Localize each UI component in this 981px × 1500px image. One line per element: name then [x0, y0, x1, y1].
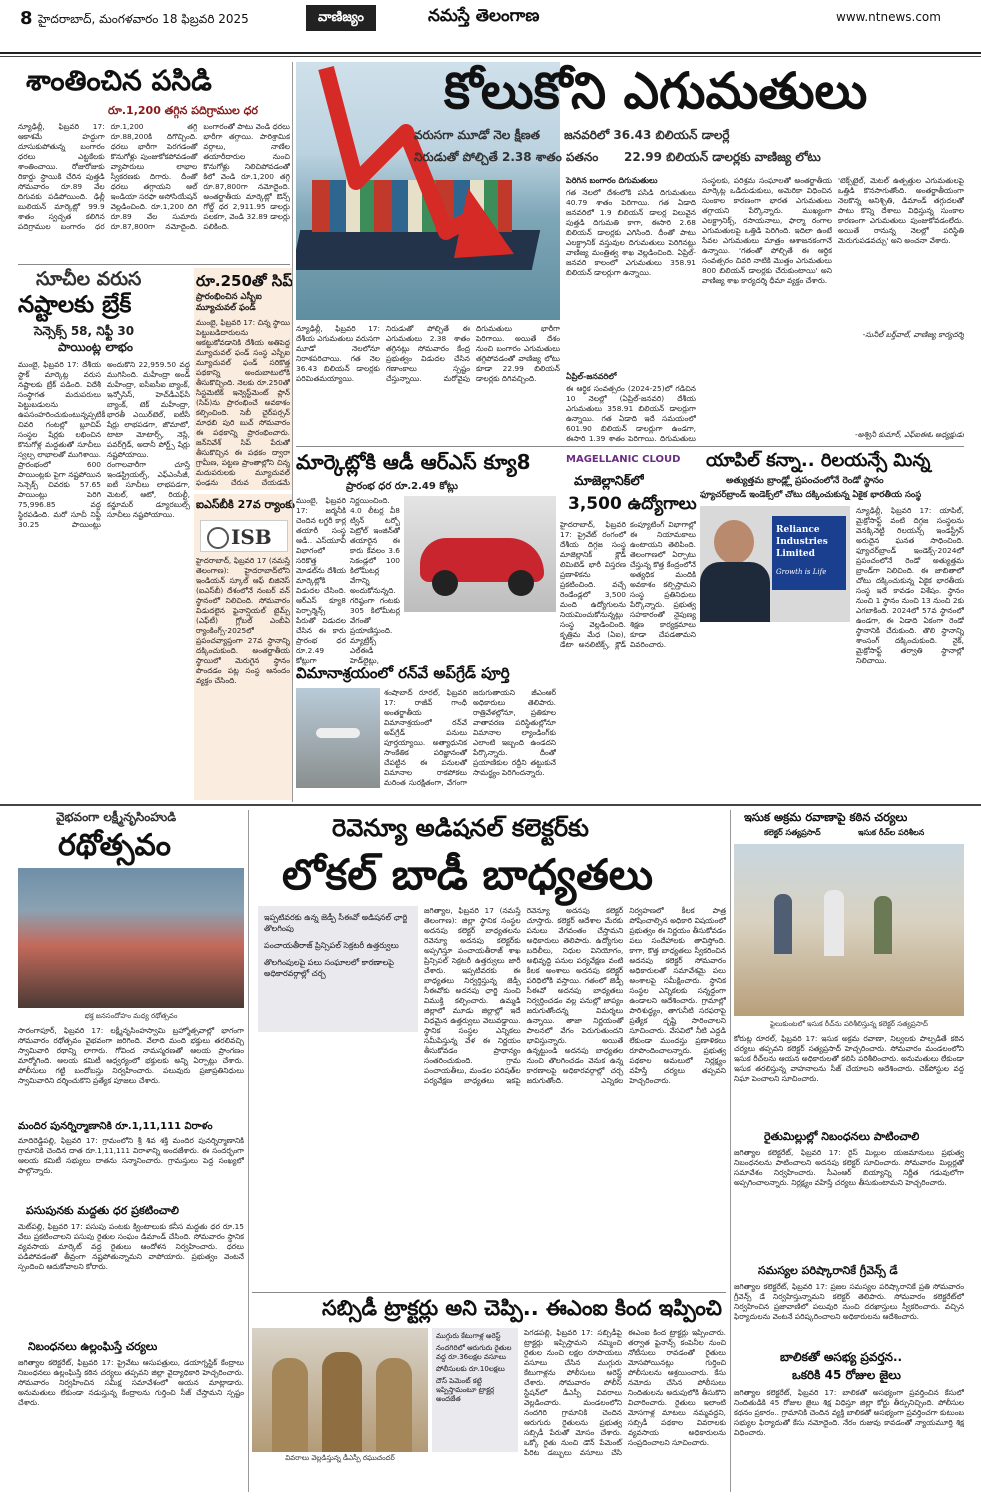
runway-story	[296, 664, 556, 800]
narasimha-body: సారంగాపూర్, ఫిబ్రవరి 17: లక్ష్మీనృసింహస్వామి బ్రహ్మోత్సవాల్లో భాగంగా సోమవారం రథోత్సవం వైభవంగా జరిగింది. వేలాది మంది భక్తులు తరలివచ్చి స్వామివారి రథాన్ని లాగారు. గోవింద నామస్మరణతో ఆలయ ప్రాంగణం మార్మోగింది. ఆలయ కమిటీ ఆధ్వర్యంలో భక్తులకు అన్ని ఏర్పాట్లు చేశారు. పోలీసులు గట్టి బందోబస్తు నిర్వహించారు. పలువురు ప్రజాప్రతినిధులు స్వామివారిని దర్శించుకొని ప్రత్యేక పూజలు చేశారు.	[18, 1026, 244, 1085]
temple-donation-headline: మందిర పునర్నిర్మాణానికి రూ.1,11,111 విరాళం	[18, 1121, 213, 1132]
sip-subtitle: ప్రారంభించిన ఎస్బీఐ మ్యూచువల్ ఫండ్	[196, 292, 262, 313]
isb-logo-text: ISB	[231, 525, 272, 549]
isb-title: ఐఎస్‌బీకి 27వ ర్యాంకు	[196, 498, 295, 511]
sensex-title-2: నష్టాలకు బ్రేక్	[18, 292, 132, 318]
exports-body-f: 'టెక్స్‌టైల్, మెటల్ ఉత్పత్తుల ఎగుమతులపై ఒత్తిడి కొనసాగుతోంది. అంతర్జాతీయంగా నెలకొన్న అనిశ్చితి, డిమాండ్ తగ్గుదలతో పాటు కొన్ని దేశాలు విధిస్తున్న సుంకాల కారణంగా ఎగుమతులు పుంజుకోవడంలేదు. అయితే రానున్న నెలల్లో పరిస్థితి మెరుగుపడవచ్చు' అని అంచనా వేశారు.	[838, 176, 964, 245]
website-link[interactable]: www.ntnews.com	[836, 10, 941, 24]
violations-body: జగిత్యాల కలెక్టరేట్, ఫిబ్రవరి 17: ప్రైవేటు ఆసుపత్రులు, డయాగ్నస్టిక్ కేంద్రాలు నిబంధనలు ఉల్లంఘిస్తే కఠిన చర్యలు తప్పవని జిల్లా వైద్యాధికారి హెచ్చరించారు. సోమవారం నిర్వహించిన సమీక్ష సమావేశంలో ఆయన మాట్లాడారు. అనుమతులు లేకుండా నడుస్తున్న కేంద్రాలను గుర్తించి సీజ్ చేస్తామని స్పష్టం చేశారు.	[18, 1358, 244, 1407]
exports-head-c: పెరిగిన బంగారం దిగుమతులు	[566, 176, 658, 185]
person	[774, 894, 792, 954]
exports-body-a: న్యూఢిల్లీ, ఫిబ్రవరి 17: దేశీయ ఎగుమతులు వరుసగా మూడో నెలలోనూ నిరాశపరిచాయి. గత నెల 36.43 బిలియన్ డాలర్లకు పరిమితమయ్యాయి. నిరుడుతో పోల్చితే ఈ ఎగుమతులు 2.38 శాతం తగ్గినట్లు సోమవారం కేంద్ర ప్రభుత్వం విడుదల చేసిన గణాంకాలు స్పష్టం చేస్తున్నాయి. మరోవైపు దిగుమతులు భారీగా పెరిగాయి. అయితే దేశం నుంచి బంగారం ఎగుమతులు తగ్గిపోవడంతో వాణిజ్య లోటు కూడా 22.99 బిలియన్ డాలర్లకు దిగివచ్చింది.	[296, 324, 560, 383]
narasimha-title: రథోత్సవం	[58, 828, 172, 863]
sand-story	[734, 810, 964, 1492]
car-wheel	[508, 570, 534, 596]
tractor-body: పెగడపల్లి, ఫిబ్రవరి 17: సబ్సిడీపై ట్రాక్టర్లు ఇప్పిస్తామని నమ్మించి రైతుల నుంచి లక్షల రూపాయలు వసూలు చేసిన ముగ్గురు కేటుగాళ్లను పోలీసులు అరెస్ట్ చేశారు. సోమవారం పోలీస్ స్టేషన్‌లో డీఎస్పీ వివరాలు వెల్లడించారు. మండలంలోని నందగిరి గ్రామానికి చెందిన ఆరుగురు రైతులను ప్రభుత్వ సబ్సిడీ పేరుతో మోసం చేశారు. ఒక్కో రైతు నుంచి డౌన్ పేమెంట్ పేరిట డబ్బులు వసూలు చేసి ఈఎంఐ కింద ట్రాక్టర్లు ఇప్పించారు. తర్వాత ఫైనాన్స్ కంపెనీల నుంచి నోటీసులు రావడంతో రైతులు మోసపోయినట్లు గుర్తించి పోలీసులను ఆశ్రయించారు. కేసు నమోదు చేసిన పోలీసులు నిందితులను అదుపులోకి తీసుకొని విచారించారు. రైతులు ఇలాంటి మోసగాళ్ల మాటలు నమ్మవద్దని, సబ్సిడీ పథకాల వివరాలకు వ్యవసాయ అధికారులను సంప్రదించాలని సూచించారు.	[524, 1328, 726, 1457]
person	[272, 1358, 308, 1452]
header-rule	[0, 56, 981, 57]
masthead: నమస్తే తెలంగాణ	[428, 6, 540, 26]
narasimha-kicker: వైభవంగా లక్ష్మీనృసింహుడి	[56, 810, 177, 824]
tractor-story	[252, 1296, 726, 1492]
column-rule	[248, 810, 249, 1492]
rice-mills-body: జగిత్యాల కలెక్టరేట్, ఫిబ్రవరి 17: రైస్ మిల్లుల యజమానులు ప్రభుత్వ నిబంధనలను పాటించాలని అదనపు కలెక్టర్ సూచించారు. సోమవారం మిల్లర్లతో సమావేశం నిర్వహించారు. సీఎంఆర్ బియ్యాన్ని నిర్ణీత గడువులోగా అప్పగించాలన్నారు. నిర్లక్ష్యం వహిస్తే చర్యలు తీసుకుంటామని హెచ్చరించారు.	[734, 1148, 964, 1187]
gold-title: శాంతించిన పసిడి	[26, 64, 212, 97]
sensex-body: ముంబై, ఫిబ్రవరి 17: దేశీయ స్టాక్ మార్కెట్ల వరుస నష్టాలకు బ్రేక్ పడింది. విదేశీ సంస్థాగత మదుపరులు పెట్టుబడులను ఉపసంహరించుకుంటున్నప్పటికీ చివరి గంటల్లో బ్లూచిప్ సంస్థల షేర్లకు లభించిన కొనుగోళ్ల మద్దతుతో సూచీలు స్వల్ప లాభాలతో ముగిశాయి. ప్రారంభంలో 600 పాయింట్లకు పైగా నష్టపోయిన సెన్సెక్స్ చివరకు 57.65 పాయింట్లు పెరిగి 75,996.85 వద్ద స్థిరపడింది. మరో సూచీ నిఫ్టీ 30.25 పాయింట్లు అందుకొని 22,959.50 వద్ద ముగిసింది. మహీంద్రా అండ్ మహీంద్రా, ఐసీఐసీఐ బ్యాంక్, ఇన్ఫోసిస్, హెచ్‌డీఎఫ్‌సీ బ్యాంక్, టెక్ మహీంద్రా, భారతీ ఎయిర్‌టెల్, ఐటీసీ షేర్లు లాభపడగా, జొమాటో, టాటా మోటార్స్, నెస్లే, పవర్‌గ్రిడ్, అదానీ పోర్ట్స్ షేర్లు నష్టపోయాయి. రంగాలవారీగా చూస్తే ఇండస్ట్రియల్స్, ఎఫ్‌ఎంసీజీ, ఐటీ సూచీలు లాభపడగా, మెటల్, ఆటో, రియల్టీ, కన్జూమర్ డ్యూరబుల్స్ సూచీలు నష్టపోయాయి.	[18, 360, 190, 529]
audi-car-photo	[404, 496, 556, 612]
column-rule	[730, 810, 731, 1492]
sand-body: కోరుట్ల రూరల్, ఫిబ్రవరి 17: ఇసుక అక్రమ రవాణా, నిల్వలకు పాల్పడితే కఠిన చర్యలు తప్పవని కలెక్టర్ సత్యప్రసాద్ హెచ్చరించారు. సోమవారం మండలంలోని ఇసుక రీచ్‌లను ఆయన అధికారులతో కలిసి పరిశీలించారు. అనుమతులు లేకుండా ఇసుక తరలిస్తున్న వాహనాలను సీజ్ చేయాలని ఆదేశించారు. చెక్‌పోస్టుల వద్ద నిఘా పెంచాలని సూచించారు.	[734, 1034, 964, 1083]
temple-donation-body: మాదిరెడ్డిపల్లి, ఫిబ్రవరి 17: గ్రామంలోని శ్రీ శివ శక్తి మందిర పునర్నిర్మాణానికి గ్రామానికి చెందిన దాత రూ.1,11,111 విరాళాన్ని అందజేశారు. ఈ సందర్భంగా ఆలయ కమిటీ సభ్యులు దాతను సన్మానించారు. గ్రామస్తులు పెద్ద సంఖ్యలో పాల్గొన్నారు.	[18, 1136, 244, 1175]
revenue-bullet: పంచాయతీరాజ్ ప్రిన్సిపల్ సెక్రటరీ ఉత్తర్వులు	[264, 941, 399, 950]
revenue-title-1: రెవెన్యూ అడిషనల్ కలెక్టర్‌కు	[332, 814, 589, 842]
grievance-body: జగిత్యాల కలెక్టరేట్, ఫిబ్రవరి 17: ప్రజల సమస్యల పరిష్కారానికే ప్రతి సోమవారం గ్రీవెన్స్ డే నిర్వహిస్తున్నామని కలెక్టర్ తెలిపారు. సోమవారం కలెక్టరేట్‌లో నిర్వహించిన ప్రజావాణిలో పలువురి నుంచి దరఖాస్తులు స్వీకరించారు. వచ్చిన ఫిర్యాదులను వెంటనే పరిష్కరించాలని అధికారులను ఆదేశించారు.	[734, 1282, 964, 1321]
person	[824, 890, 844, 956]
revenue-body-left	[258, 1038, 418, 1286]
court-headline-1: బాలికతో అసభ్య ప్రవర్తన..	[780, 1350, 903, 1364]
section-label: వాణిజ్యం	[306, 5, 376, 31]
revenue-title-2: లోకల్ బాడీ బాధ్యతలు	[282, 850, 654, 899]
grievance-headline: సమస్యల పరిష్కారానికే గ్రీవెన్స్ డే	[758, 1264, 898, 1277]
isb-logo	[200, 520, 288, 552]
tractor-bullet: పోలీసులకు రూ.10లక్షలు	[436, 1365, 505, 1373]
tractor-bullets-box	[432, 1328, 518, 1452]
exports-sub-2b: 22.99 బిలియన్ డాలర్లకు వాణిజ్య లోటు	[624, 150, 821, 164]
revenue-body: జగిత్యాల, ఫిబ్రవరి 17 (నమస్తే తెలంగాణ): జిల్లా స్థానిక సంస్థల అదనపు కలెక్టర్ బాధ్యతలను రెవెన్యూ అదనపు కలెక్టర్‌కు అప్పగిస్తూ పంచాయతీరాజ్ శాఖ ప్రిన్సిపల్ సెక్రటరీ ఉత్తర్వులు జారీ చేశారు. ఇప్పటివరకు ఈ బాధ్యతలు నిర్వర్తిస్తున్న జెడ్పీ సీఈవోకు అదనపు ఛార్జి నుంచి విముక్తి కల్పించారు. ఉమ్మడి జిల్లాలో మూడు జిల్లాల్లో ఇదే విధమైన ఉత్తర్వులు వెలువడ్డాయి. స్థానిక సంస్థల ఎన్నికలు సమీపిస్తున్న వేళ ఈ నిర్ణయం తీసుకోవడం ప్రాధాన్యం సంతరించుకుంది. గ్రామ పంచాయతీలు, మండల పరిషత్‌ల పర్యవేక్షణ బాధ్యతలు ఇకపై రెవెన్యూ అదనపు కలెక్టర్ చూస్తారు. కలెక్టర్ ఆదేశాల మేరకు పనులు వేగవంతం చేస్తామని అధికారులు తెలిపారు. ఉద్యోగుల బదిలీలు, నిధుల వినియోగం, అభివృద్ధి పనుల పర్యవేక్షణ వంటి కీలక అంశాలు అదనపు కలెక్టర్ పరిధిలోకి వస్తాయి. గతంలో జెడ్పీ సీఈవో అదనపు బాధ్యతలు నిర్వర్తించడం వల్ల పనుల్లో జాప్యం జరుగుతోందన్న విమర్శలు ఉన్నాయి. తాజా నిర్ణయంతో పాలనలో వేగం పెరుగుతుందని భావిస్తున్నారు. అయితే ఉన్నట్టుండి అదనపు బాధ్యతల నుంచి తొలగించడం వెనుక ఉన్న కారణాలపై అధికారవర్గాల్లో చర్చ జరుగుతోంది. ఎన్నికల నిర్వహణలో కీలక పాత్ర పోషించాల్సిన అధికారి విషయంలో ప్రభుత్వం ఈ నిర్ణయం తీసుకోవడం పలు సందేహాలకు తావిస్తోంది. కాగా, కొత్త బాధ్యతలు స్వీకరించిన అదనపు కలెక్టర్ సోమవారం అధికారులతో సమావేశమై పలు అంశాలపై సమీక్షించారు. స్థానిక సంస్థల ఎన్నికలకు సన్నద్ధంగా ఉండాలని ఆదేశించారు. గ్రామాల్లో పారిశుద్ధ్యం, తాగునీటి సరఫరాపై ప్రత్యేక దృష్టి సారించాలని సూచించారు. వేసవిలో నీటి ఎద్దడి లేకుండా ముందస్తు ప్రణాళికలు రూపొందించాలన్నారు. ప్రభుత్వ పథకాల అమలులో నిర్లక్ష్యం వహిస్తే చర్యలు తప్పవని హెచ్చరించారు.	[424, 906, 726, 1085]
tractor-bullet: దౌస్ పెమెంట్ కట్టి ఇప్పిస్తామంటూ ట్రాక్టర్ల అందజేత	[436, 1377, 495, 1403]
revenue-story	[252, 810, 726, 1290]
court-body: జగిత్యాల కలెక్టరేట్, ఫిబ్రవరి 17: బాలికతో అసభ్యంగా ప్రవర్తించిన కేసులో నిందితుడికి 45 రోజుల జైలు శిక్ష విధిస్తూ జిల్లా కోర్టు తీర్పునిచ్చింది. పోలీసుల కథనం ప్రకారం.. గ్రామానికి చెందిన వ్యక్తి బాలికతో అసభ్యంగా ప్రవర్తించగా కుటుంబ సభ్యుల ఫిర్యాదుతో కేసు నమోదైంది. నేరం రుజువు కావడంతో న్యాయమూర్తి శిక్ష విధించారు.	[734, 1388, 964, 1437]
exports-head-d: ఏప్రిల్-జనవరిలో	[566, 372, 617, 381]
tractor-bullet: ముగ్గురు కేటుగాళ్ల అరెస్ట్	[436, 1332, 501, 1340]
narasimha-story	[18, 810, 244, 1492]
gold-story	[18, 62, 290, 262]
reliance-subtitle: అత్యుత్తమ బ్రాండ్ల్లో ప్రపంచంలోనే రెండో స్థానం	[726, 476, 884, 486]
violations-headline: నిబంధనలు ఉల్లంఘిస్తే చర్యలు	[28, 1340, 158, 1353]
tractor-bullet: నందగిరిలో ఆరుగురు రైతుల వద్ద రూ.36లక్షల వసూలు	[436, 1344, 512, 1361]
runway-body: శంషాబాద్ రూరల్, ఫిబ్రవరి 17: రాజీవ్ గాంధీ అంతర్జాతీయ విమానాశ్రయంలో రన్‌వే అప్‌గ్రేడ్ పనులు పూర్తయ్యాయి. అత్యాధునిక సాంకేతిక పరిజ్ఞానంతో చేపట్టిన ఈ పనులతో విమానాల రాకపోకలు మరింత సురక్షితంగా, వేగంగా జరుగుతాయని జీఎంఆర్ అధికారులు తెలిపారు. రాత్రివేళల్లోనూ, ప్రతికూల వాతావరణ పరిస్థితుల్లోనూ విమానాల ల్యాండింగ్‌కు ఎలాంటి ఇబ్బంది ఉండదని పేర్కొన్నారు. దీంతో ప్రయాణికుల రద్దీని తట్టుకునే సామర్థ్యం పెరిగిందన్నారు.	[384, 688, 556, 787]
magellanic-subtitle: 3,500 ఉద్యోగాలు	[568, 494, 697, 514]
sensex-story	[18, 268, 190, 800]
runway-photo	[296, 688, 380, 788]
chariot-photo-caption: భక్త జనసందోహం మధ్య రథోత్సవం	[84, 1012, 178, 1020]
divider	[18, 264, 290, 265]
gold-subtitle: రూ.1,200 తగ్గిన పదిగ్రాముల ధర	[108, 104, 258, 117]
exports-sub-2a: నిరుడుతో పోల్చితే 2.38 శాతం పతనం	[414, 150, 599, 164]
reliance-story	[700, 450, 964, 800]
tractor-title: సబ్సిడీ ట్రాక్టర్లు అని చెప్పి.. ఈఎంఐ కింద ఇప్పించి	[322, 1296, 723, 1320]
rice-mills-headline: రైతుమిల్లుల్లో నిబంధనలు పాటించాలి	[764, 1130, 920, 1143]
magellanic-body: హైదరాబాద్, ఫిబ్రవరి 17: ప్రైవేట్ రంగంలో దేశీయ దిగ్గజ సంస్థ మాజెల్లానిక్ క్లౌడ్ లిమిటెడ్ భారీ విస్తరణ ప్రణాళికను ప్రకటించింది. వచ్చే రెండేండ్లలో 3,500 మంది ఉద్యోగులను నియమించుకోనున్నట్లు సంస్థ వెల్లడించింది. కృత్రిమ మేధ (ఏఐ), డేటా అనలిటిక్స్, క్లౌడ్ కంప్యూటింగ్ విభాగాల్లో ఈ నియామకాలు ఉంటాయని తెలిపింది. తెలంగాణలో ఏర్పాటు చేస్తున్న కొత్త కేంద్రంలోనే అత్యధిక మందికి అవకాశం కల్పిస్తామని సంస్థ ప్రతినిధులు పేర్కొన్నారు. ప్రభుత్వ సహకారంతో నైపుణ్య శిక్షణ కార్యక్రమాలు కూడా చేపడతామని వివరించారు.	[560, 520, 696, 649]
page-header	[0, 0, 981, 54]
dateline: హైదరాబాద్, మంగళవారం 18 ఫిబ్రవరి 2025	[38, 12, 249, 26]
audi-story	[296, 450, 556, 665]
exports-body-d: ఈ ఆర్థిక సంవత్సరం (2024-25)లో గడిచిన 10 నెలల్లో (ఏప్రిల్-జనవరి) దేశీయ ఎగుమతులు 358.91 బిలియన్ డాలర్లుగా ఉన్నాయి. గత ఏడాది ఇదే సమయంలో 601.90 బిలియన్ డాలర్లుగా ఉండగా, ఈసారి 1.39 శాతం పెరిగాయి. దిగుమతులు	[566, 384, 696, 442]
audi-title: మార్కెట్లోకి ఆడీ ఆర్ఎస్ క్యూ8	[296, 450, 531, 474]
divider	[296, 446, 964, 447]
exports-sub-1a: వరుసగా మూడో నెల క్షీణత	[414, 128, 540, 142]
audi-subtitle: ప్రారంభ ధర రూ.2.49 కోట్లు	[346, 481, 458, 492]
isb-story	[194, 494, 295, 800]
sensex-title-1: సూచీల వరుస	[36, 268, 142, 290]
person-head	[714, 520, 754, 564]
reliance-subtitle-2: ఫ్యూచర్‌బ్రాండ్ ఇండెక్స్‌లో చోటు దక్కించుకున్న ఏకైక భారతీయ సంస్థ	[700, 490, 922, 500]
exports-story	[414, 62, 964, 174]
magellanic-logo: MAGELLANIC CLOUD	[566, 454, 681, 465]
exports-body-e: సంస్థలకు, పరిశ్రమ సంఘాలతో అంతర్జాతీయ మార్కెట్ల ఒడిదుడుకులు, అమెరికా విధించిన సుంకాల కారణంగా భారత ఎగుమతులు తగ్గాయని పేర్కొన్నారు. ముఖ్యంగా ఎలక్ట్రానిక్స్, రసాయనాలు, ఫార్మా రంగాల ఎగుమతులపై ఒత్తిడి పెరిగింది. ఇదిలా ఉంటే సేవల ఎగుమతులు మాత్రం ఆశాజనకంగానే ఉన్నాయి. 'గతంతో పోల్చితే ఈ ఆర్థిక సంవత్సరం చివరి నాటికి మొత్తం ఎగుమతులు 800 బిలియన్ డాలర్లకు చేరుకుంటాయి' అని వాణిజ్య శాఖ కార్యదర్శి ధీమా వ్యక్తం చేశారు.	[702, 176, 832, 285]
reliance-body: న్యూఢిల్లీ, ఫిబ్రవరి 17: యాపిల్, మైక్రోసాఫ్ట్ వంటి దిగ్గజ సంస్థలను వెనక్కినెట్టి రిలయన్స్ ఇండస్ట్రీస్ అరుదైన ఘనత సాధించింది. ఫ్యూచర్‌బ్రాండ్ ఇండెక్స్-2024లో ప్రపంచంలోనే రెండో అత్యుత్తమ బ్రాండ్‌గా నిలిచింది. ఈ జాబితాలో చోటు దక్కించుకున్న ఏకైక భారతీయ సంస్థ ఇదే కావడం విశేషం. స్థానం నుంచి 1 స్థానం నుంచి 13 నుంచి 2కు ఎగబాకింది. 2024లో 57వ స్థానంలో ఉండగా, ఈ ఏడాది ఏకంగా రెండో స్థానానికి చేరుకుంది. తొలి స్థానాన్ని శాంసంగ్ దక్కించుకుంది. నైక్, మైక్రోసాఫ్ట్ తర్వాతి స్థానాల్లో నిలిచాయి.	[856, 506, 964, 665]
plane-shape	[316, 728, 360, 738]
exports-quote-1: -సునీల్ బర్త్‌వాల్, వాణిజ్య కార్యదర్శి	[862, 330, 964, 339]
chariot-photo	[18, 868, 244, 1008]
reliance-logo	[772, 516, 846, 590]
reliance-title: యాపిల్ కన్నా.. రిలయన్సే మిన్న	[706, 450, 931, 471]
sand-photo-caption: ఫైలుకుంటలో ఇసుక రీచ్‌ను పరిశీలిస్తున్న కలెక్టర్ సత్యప్రసాద్	[770, 1020, 928, 1028]
person	[376, 1358, 412, 1452]
revenue-bullets-box	[258, 906, 418, 1032]
sensex-subtitle-1: సెన్సెక్స్ 58, నిఫ్టీ 30	[34, 324, 135, 338]
sand-sub-1: కలెక్టర్ సత్యప్రసాద్	[764, 828, 821, 837]
exports-quote-2: -అశ్వినీ కుమార్, ఎఫ్ఐఈఓ అధ్యక్షుడు	[855, 430, 964, 439]
reliance-logo-text: Reliance Industries Limited	[776, 525, 828, 559]
person	[874, 896, 892, 954]
sand-sub-2: ఇసుక రీచ్‌ల పరిశీలన	[858, 828, 925, 837]
runway-title: విమానాశ్రయంలో రన్‌వే అప్‌గ్రేడ్ పూర్తి	[296, 664, 510, 682]
revenue-bullet: ఇప్పటివరకు ఉన్న జెడ్పీ సీఈవో అడిషనల్ ఛార్జి తొలగింపు	[264, 913, 408, 933]
gold-body: న్యూఢిల్లీ, ఫిబ్రవరి 17: ఆకాశమే హద్దుగా దూసుకుపోతున్న బంగారం ధరలు ఎట్టకేలకు శాంతించాయి. రోజురోజుకు రికార్డు స్థాయికి చేరిన పుత్తడి సోమవారం రూ.89 వేల దిగువకు పడిపోయింది. ఢిల్లీ బులియన్ మార్కెట్లో 99.9 శాతం స్వచ్ఛత కలిగిన పదిగ్రాముల బంగారం ధర రూ.1,200 తగ్గి రూ.88,200కి దిగొచ్చింది. ధరలు భారీగా పెరగడంతో కొనుగోళ్లు పుంజుకోకపోవడంతో వ్యాపారులు లాభాల స్వీకరణకు దిగారు. దీంతో ధరలు తగ్గాయని ఆల్ ఇండియా సరఫా అసోసియేషన్ వెల్లడించింది. రూ.1,200 దిగి రూ.89 వేల సుమారు రూ.87,800గా నమోదైంది. బంగారంతో పాటు వెండి ధరలు భారీగా తగ్గాయి. పారిశ్రామిక వర్గాలు, నాణేల తయారీదారుల నుంచి కొనుగోళ్లు నిలిచిపోవడంతో కిలో వెండి రూ.1,200 తగ్గి రూ.87,800గా నమోదైంది. అంతర్జాతీయ మార్కెట్లో ఔన్స్ గోల్డ్ ధర 2,911.95 డాలర్లు పలకగా, వెండి 32.89 డాలర్లు పలికింది.	[18, 122, 290, 231]
magellanic-story	[560, 450, 696, 800]
person	[322, 1352, 362, 1452]
audi-body-cont	[404, 616, 556, 666]
reliance-photo	[700, 506, 850, 622]
police-photo	[252, 1328, 428, 1452]
person-body	[700, 562, 770, 622]
turmeric-body: మెట్‌పల్లి, ఫిబ్రవరి 17: పసుపు పంటకు క్వింటాలుకు కనీస మద్దతు ధర రూ.15 వేలు ప్రకటించాలని పసుపు రైతుల సంఘం డిమాండ్ చేసింది. సోమవారం స్థానిక వ్యవసాయ మార్కెట్ వద్ద రైతులు ఆందోళన నిర్వహించారు. ధరలు పడిపోవడంతో తీవ్రంగా నష్టపోతున్నామని వాపోయారు. ప్రభుత్వం వెంటనే స్పందించి ఆదుకోవాలని కోరారు.	[18, 1222, 244, 1271]
sand-reach-photo	[734, 844, 964, 1016]
page-number: 8	[20, 8, 33, 29]
column-rule	[292, 62, 293, 802]
exports-sub-1b: జనవరిలో 36.43 బిలియన్ డాలర్లే	[564, 128, 730, 142]
magellanic-title: మాజెల్లానిక్‌లో	[574, 474, 644, 489]
exports-title: కోలుకోని ఎగుమతులు	[444, 62, 868, 120]
isb-logo-mark	[207, 527, 229, 549]
sip-title: రూ.250తో సిప్	[196, 272, 293, 290]
police-photo-caption: వివరాలు వెల్లడిస్తున్న డీఎస్పీ రఘుచందర్	[285, 1454, 395, 1462]
turmeric-headline: పసుపునకు మద్దతు ధర ప్రకటించాలి	[26, 1204, 179, 1217]
sand-title: ఇసుక అక్రమ రవాణాపై కఠిన చర్యలు	[744, 810, 908, 824]
reliance-logo-tagline: Growth is Life	[776, 568, 827, 576]
sip-body: ముంబై, ఫిబ్రవరి 17: చిన్న స్థాయి పెట్టుబడిదారులను ఆకట్టుకోవడానికి దేశీయ అతిపెద్ద మ్యూచువల్ ఫండ్ సంస్థ ఎస్బీఐ మ్యూచువల్ ఫండ్ సరికొత్త పథకాన్ని అందుబాటులోకి తీసుకొచ్చింది. నెలకు రూ.250తో సిస్టమెటిక్ ఇన్వెస్ట్‌మెంట్ ప్లాన్ (సిప్)ను ప్రారంభించే అవకాశం కల్పించింది. సెబీ చైర్‌పర్సన్ మాధబి పురి బుచ్ సోమవారం ఈ పథకాన్ని ప్రారంభించారు. జన్‌నివేశ్ సిప్ పేరుతో తీసుకొచ్చిన ఈ పథకం ద్వారా గ్రామీణ, పట్టణ ప్రాంతాల్లోని చిన్న మదుపరులకు మ్యూచువల్ ఫండ్లను చేరువ చేయడమే	[196, 318, 290, 486]
divider	[252, 1292, 726, 1293]
car-wheel	[432, 570, 458, 596]
sensex-subtitle-2: పాయింట్ల లాభం	[58, 340, 133, 354]
sip-story	[194, 268, 292, 490]
divider	[0, 804, 981, 806]
audi-body: ముంబై, ఫిబ్రవరి 17: జర్మనీకి చెందిన లగ్జరీ కార్ల తయారీ సంస్థ ఆడీ.. ఎస్‌యూవీ విభాగంలో సరికొత్త మోడల్‌ను దేశీయ మార్కెట్లోకి విడుదల చేసింది. ఆర్ఎస్ క్యూ8 పెర్ఫార్మెన్స్ పేరుతో విడుదల చేసిన ఈ కారు ప్రారంభ ధర రూ.2.49 కోట్లుగా నిర్ణయించింది. 4.0 లీటర్ల వీ8 ట్విన్ టర్బో పెట్రోల్ ఇంజిన్‌తో తయారైన ఈ కారు కేవలం 3.6 సెకండ్లలో 100 కిలోమీటర్ల వేగాన్ని అందుకోనున్నది. గరిష్ఠంగా గంటకు 305 కిలోమీటర్ల వేగంతో ప్రయాణిస్తుంది. మ్యాట్రిక్స్ ఎల్ఈడీ హెడ్‌లైట్లు,	[296, 496, 400, 665]
court-headline-2: ఒకరికి 45 రోజుల జైలు	[792, 1368, 901, 1382]
revenue-bullet: తొలగింపులపై పలు సంఘాలలో కారణాలపై అధికారవర్గాల్లో చర్చ	[264, 958, 394, 978]
isb-body: హైదరాబాద్, ఫిబ్రవరి 17 (నమస్తే తెలంగాణ): హైదరాబాద్‌లోని ఇండియన్ స్కూల్ ఆఫ్ బిజినెస్ (ఐఎస్‌బీ) దేశంలోనే నంబర్ వన్ స్థానంలో నిలిచింది. సోమవారం విడుదలైన ఫైనాన్షియల్ టైమ్స్ (ఎఫ్‌టీ) గ్లోబల్ ఎంబీఏ ర్యాంకింగ్స్-2025లో ప్రపంచవ్యాప్తంగా 27వ స్థానాన్ని దక్కించుకుంది. అంతర్జాతీయ స్థాయిలో మెరుగైన స్థానం పొందడం పట్ల సంస్థ ఆనందం వ్యక్తం చేసింది.	[196, 556, 290, 685]
exports-body-c: గత నెలలో దేశంలోకి పసిడి దిగుమతులు 40.79 శాతం పెరిగాయి. గత ఏడాది జనవరిలో 1.9 బిలియన్ డాలర్ల విలువైన పుత్తడి దిగుమతి కాగా, ఈసారి 2.68 బిలియన్ డాలర్లకు ఎగిసింది. దీంతో పాటు ఎలక్ట్రానిక్ వస్తువుల దిగుమతులు పెరిగినట్లు వాణిజ్య మంత్రిత్వ శాఖ వెల్లడించింది. ఏప్రిల్-జనవరి కాలంలో ఎగుమతులు 358.91 బిలియన్ డాలర్లుగా ఉన్నాయి.	[566, 188, 696, 277]
